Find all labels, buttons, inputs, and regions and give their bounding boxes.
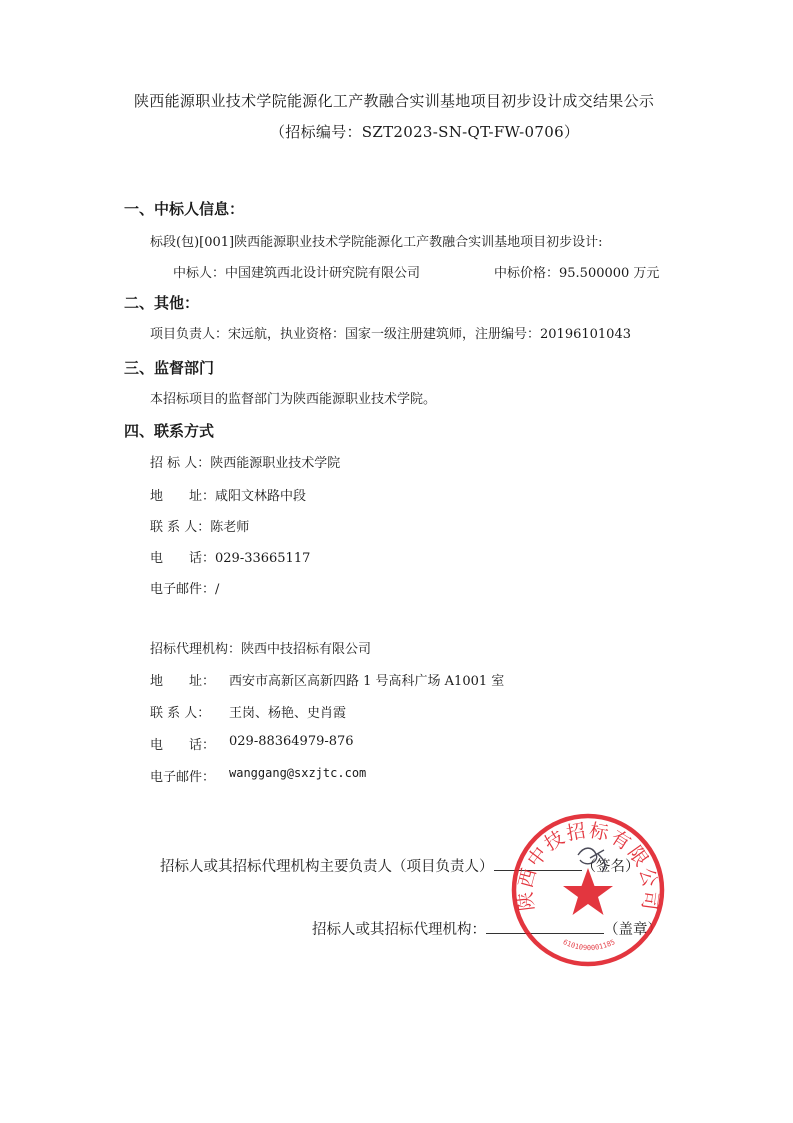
agency-email: wanggang@sxzjtc.com	[229, 766, 367, 780]
section-other-heading: 二、其他：	[124, 294, 200, 312]
project-manager: 项目负责人：宋远航，执业资格：国家一级注册建筑师，注册编号：20196101043	[150, 327, 631, 342]
tenderer-address: 地 址：咸阳文林路中段	[150, 489, 307, 504]
signature-suffix: （签名）	[581, 859, 640, 875]
tenderer-email: 电子邮件：/	[150, 582, 220, 597]
seal-suffix: （盖章）	[604, 922, 662, 938]
winning-price: 中标价格：95.500000 万元	[494, 266, 660, 281]
agency-phone-label: 电 话：	[150, 738, 216, 753]
section-supervision-heading: 三、监督部门	[124, 359, 215, 377]
section-winner-heading: 一、中标人信息：	[124, 200, 245, 218]
tenderer-name: 招 标 人：陕西能源职业技术学院	[150, 456, 341, 471]
signature-label: 招标人或其招标代理机构主要负责人（项目负责人）	[160, 859, 494, 875]
document-title: 陕西能源职业技术学院能源化工产教融合实训基地项目初步设计成交结果公示	[134, 92, 655, 110]
seal-label: 招标人或其招标代理机构：	[312, 922, 486, 938]
section-contact-heading: 四、联系方式	[124, 422, 215, 440]
svg-text:陕西中技招标有限公司: 陕西中技招标有限公司	[514, 819, 662, 914]
agency-name: 招标代理机构：陕西中技招标有限公司	[150, 642, 372, 657]
tenderer-contact: 联 系 人：陈老师	[150, 520, 250, 535]
agency-contact: 王岗、杨艳、史肖霞	[229, 706, 347, 721]
agency-contact-label: 联 系 人：	[150, 706, 211, 721]
tenderer-phone: 电 话：029-33665117	[150, 551, 311, 566]
agency-phone: 029-88364979-876	[229, 734, 354, 749]
official-seal-icon	[508, 810, 668, 970]
tender-number: （招标编号：SZT2023-SN-QT-FW-0706）	[270, 123, 580, 141]
agency-address: 西安市高新区高新四路 1 号高科广场 A1001 室	[229, 674, 505, 689]
svg-text:6101090001185: 6101090001185	[561, 938, 617, 953]
supervision-text: 本招标项目的监督部门为陕西能源职业技术学院。	[150, 392, 437, 407]
winner-name: 中标人：中国建筑西北设计研究院有限公司	[173, 266, 421, 281]
lot-description: 标段(包)[001]陕西能源职业技术学院能源化工产教融合实训基地项目初步设计:	[150, 235, 603, 250]
agency-email-label: 电子邮件：	[150, 770, 216, 785]
agency-address-label: 地 址：	[150, 674, 216, 689]
